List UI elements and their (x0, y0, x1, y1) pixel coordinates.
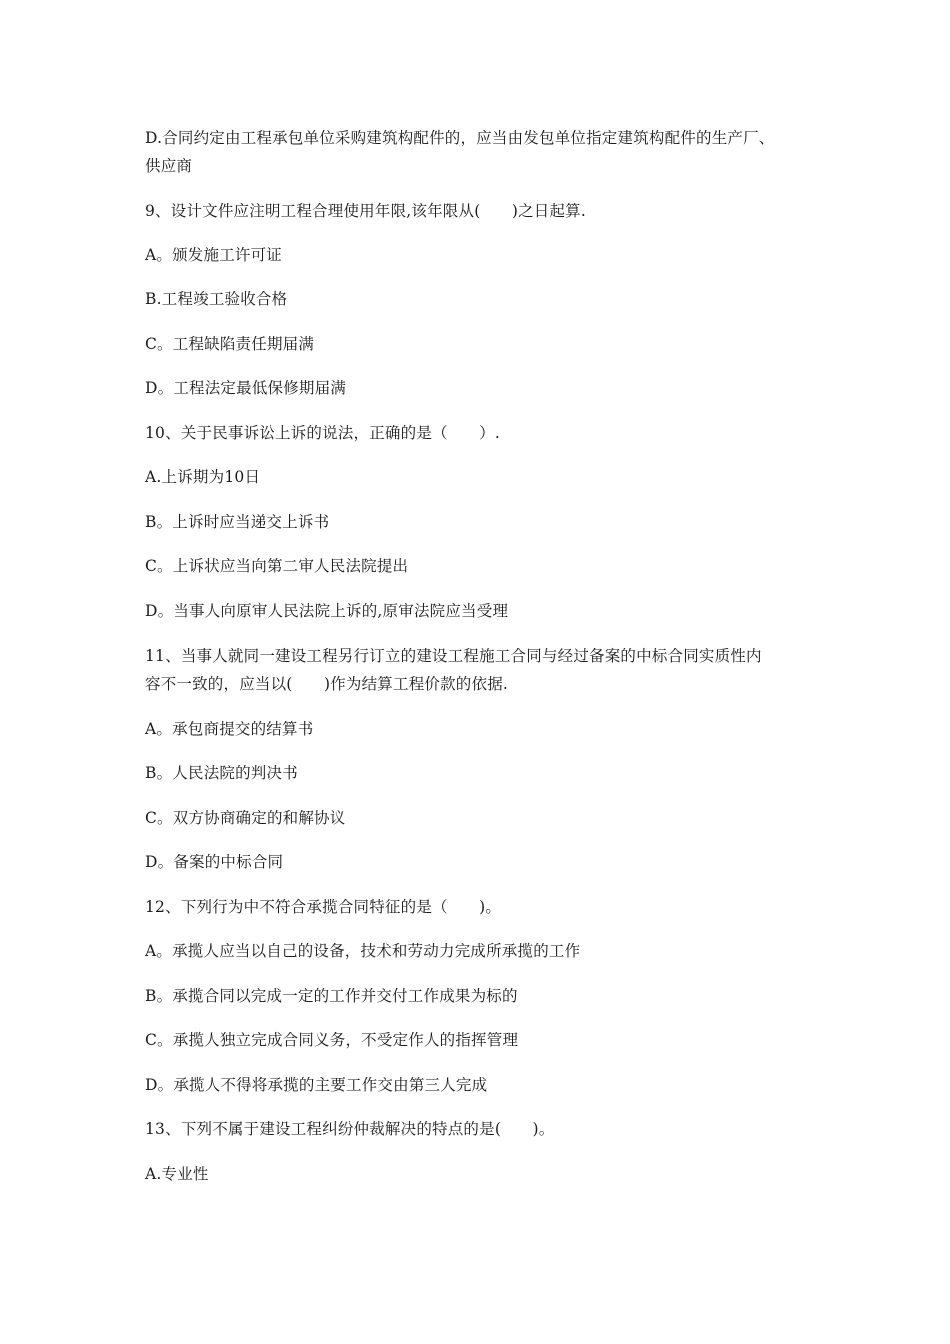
question-11-line1: 11、当事人就同一建设工程另行订立的建设工程施工合同与经过备案的中标合同实质性内 (145, 647, 762, 665)
option-d-q11: D。备案的中标合同 (145, 853, 284, 871)
option-d-q8-line2: 供应商 (145, 157, 193, 175)
option-c-q9: C。工程缺陷责任期届满 (145, 335, 315, 353)
question-11-line2: 容不一致的，应当以( )作为结算工程价款的依据. (145, 675, 509, 693)
option-a-q12: A。承揽人应当以自己的设备，技术和劳动力完成所承揽的工作 (145, 942, 581, 960)
option-a-q11: A。承包商提交的结算书 (145, 720, 314, 738)
option-d-q12: D。承揽人不得将承揽的主要工作交由第三人完成 (145, 1076, 488, 1094)
option-b-q10: B。上诉时应当递交上诉书 (145, 513, 330, 531)
question-12: 12、下列行为中不符合承揽合同特征的是（ )。 (145, 898, 502, 916)
question-10: 10、关于民事诉讼上诉的说法，正确的是（ ）. (145, 424, 500, 442)
option-a-q13: A.专业性 (145, 1165, 209, 1183)
option-b-q12: B。承揽合同以完成一定的工作并交付工作成果为标的 (145, 987, 518, 1005)
option-d-q8-line1: D.合同约定由工程承包单位采购建筑构配件的，应当由发包单位指定建筑构配件的生产厂、 (145, 129, 775, 147)
option-d-q10: D。当事人向原审人民法院上诉的,原审法院应当受理 (145, 602, 509, 620)
option-a-q9: A。颁发施工许可证 (145, 246, 282, 264)
option-b-q11: B。人民法院的判决书 (145, 764, 298, 782)
option-c-q10: C。上诉状应当向第二审人民法院提出 (145, 557, 409, 575)
question-9: 9、设计文件应注明工程合理使用年限,该年限从( )之日起算. (145, 202, 587, 220)
option-d-q9: D。工程法定最低保修期届满 (145, 379, 347, 397)
option-c-q12: C。承揽人独立完成合同义务，不受定作人的指挥管理 (145, 1031, 519, 1049)
option-a-q10: A.上诉期为10日 (145, 468, 261, 486)
option-c-q11: C。双方协商确定的和解协议 (145, 809, 346, 827)
question-13: 13、下列不属于建设工程纠纷仲裁解决的特点的是( )。 (145, 1120, 555, 1138)
option-b-q9: B.工程竣工验收合格 (145, 290, 288, 308)
